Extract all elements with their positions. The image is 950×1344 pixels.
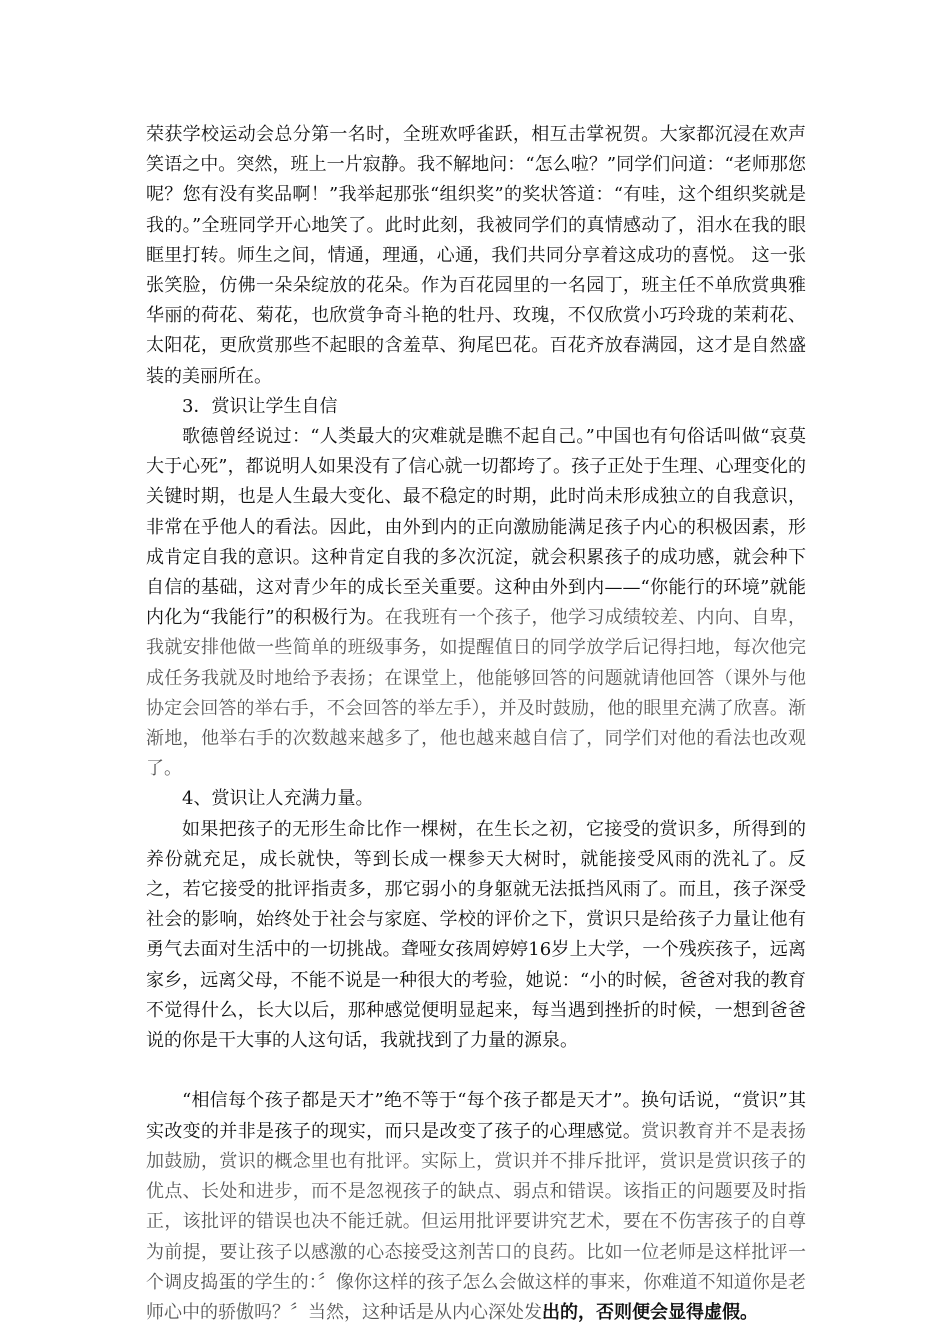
paragraph-confidence-main: 歌德曾经说过：“人类最大的灾难就是瞧不起自己。”中国也有句俗话叫做“哀莫大于心死”，都说明人如果没有了信心就一切都垮了。孩子正处于生理、心理变化的关键时期，也是人生最大变化、最不稳定的时期，此时尚未形成独立的自我意识，非常在乎他人的看法。因此，由外到内的正向激励能满足孩子内心的积极因素，形成肯定自我的意识。这种肯定自我的多次沉淀，就会积累孩子的成功感，就会种下自信的基础，这对青少年的成长至关重要。这种由外到内——“你能行的环境”就能内化为“我能行”的积极行为。 [146,426,806,629]
paragraph-appreciation [146,1086,806,1328]
heading-section-4: 4、赏识让人充满力量。 [182,788,374,810]
paragraph-confidence [146,422,806,784]
paragraph-appreciation-example: 比如一位老师是这样批评一个调皮捣蛋的学生的：〞像你这样的孩子怎么会做这样的事来，你难道不知道你是老师心中的骄傲吗？〞当然，这种话是从内心深处发 [146,1241,807,1323]
blank-line [146,1056,806,1086]
paragraph-strength: 如果把孩子的无形生命比作一棵树，在生长之初，它接受的赏识多，所得到的养份就充足，成长就快，等到长成一棵参天大树时，就能接受风雨的洗礼了。反之，若它接受的批评指责多，那它弱小的身躯就无法抵挡风雨了。而且，孩子深受社会的影响，始终处于社会与家庭、学校的评价之下，赏识只是给孩子力量让他有勇气去面对生活中的一切挑战。聋哑女孩周婷婷16岁上大学，一个残疾孩子，远离家乡，远离父母，不能不说是一种很大的考验，她说：“小的时候，爸爸对我的教育不觉得什么，长大以后，那种感觉便明显起来，每当遇到挫折的时候，一想到爸爸说的你是干大事的人这句话，我就找到了力量的源泉。 [146,818,806,1052]
document-page [146,120,806,1328]
paragraph-celebration: 荣获学校运动会总分第一名时，全班欢呼雀跃，相互击掌祝贺。大家都沉浸在欢声笑语之中。突然，班上一片寂静。我不解地问：“怎么啦？”同学们问道：“老师那您呢？您有没有奖品啊！”我举起那张“组织奖”的奖状答道：“有哇，这个组织奖就是我的。”全班同学开心地笑了。此时此刻，我被同学们的真情感动了，泪水在我的眼眶里打转。师生之间，情通，理通，心通，我们共同分享着这成功的喜悦。 这一张张笑脸，仿佛一朵朵绽放的花朵。作为百花园里的一名园丁，班主任不单欣赏典雅华丽的荷花、菊花，也欣赏争奇斗艳的牡丹、玫瑰，不仅欣赏小巧玲珑的茉莉花、太阳花，更欣赏那些不起眼的含羞草、狗尾巴花。百花齐放春满园，这才是自然盛装的美丽所在。 [146,124,806,387]
paragraph-appreciation-ending: 出的，否则便会显得虚假。 [542,1301,758,1323]
paragraph-appreciation-intro: “相信每个孩子都是天才”绝不等于“每个孩子都是天才”。换句话说，“赏识”其实改变的并非是孩子的现实，而只是改变了孩子的心理感觉。 [146,1090,806,1142]
paragraph-appreciation-criticism: 赏识教育并不是表扬加鼓励，赏识的概念里也有批评。实际上，赏识并不排斥批评，赏识是赏识孩子的优点、长处和进步，而不是忽视孩子的缺点、弱点和错误。该指正的问题要及时指正，该批评的错误也决不能迁就。但运用批评要讲究艺术，要在不伤害孩子的自尊为前提，要让孩子以感激的心态接受这剂苦口的良药。 [146,1120,807,1263]
heading-section-3: 3．赏识让学生自信 [182,395,338,417]
paragraph-confidence-example: 在我班有一个孩子，他学习成绩较差、内向、自卑，我就安排他做一些简单的班级事务，如提醒值日的同学放学后记得扫地，每次他完成任务我就及时地给予表扬；在课堂上，他能够回答的问题就请他回答（课外与他协定会回答的举右手，不会回答的举左手），并及时鼓励，他的眼里充满了欣喜。渐渐地，他举右手的次数越来越多了，他也越来越自信了，同学们对他的看法也改观了。 [146,607,807,780]
